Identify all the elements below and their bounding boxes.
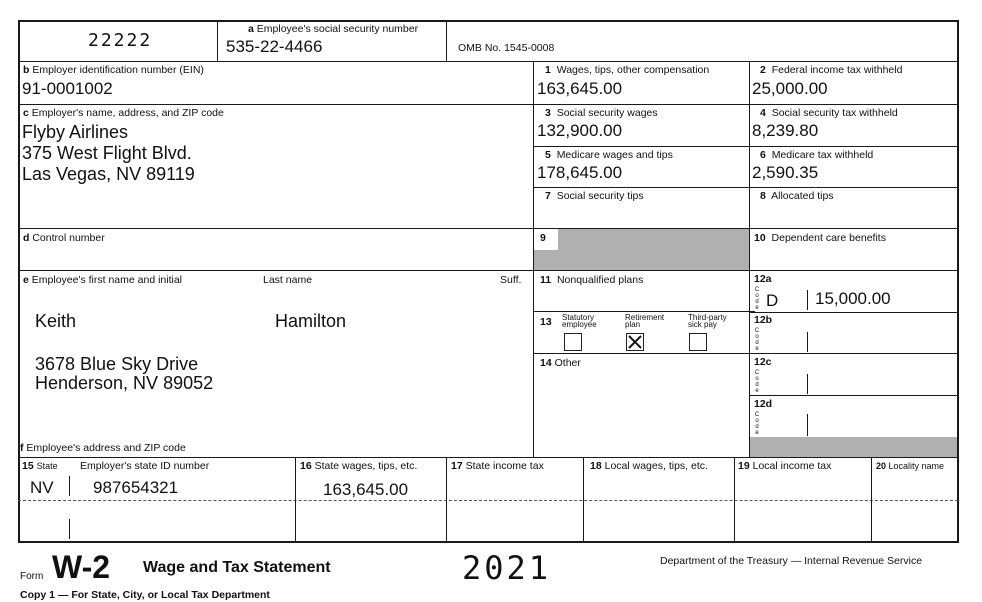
employer-street: 375 West Flight Blvd. xyxy=(22,143,192,163)
box9-shade xyxy=(558,229,749,270)
box12c-code-word: C o d e xyxy=(754,370,760,394)
code-divider xyxy=(807,332,808,352)
tax-year: 2021 xyxy=(462,549,552,587)
state-id-label: Employer's state ID number xyxy=(80,460,210,472)
box12d-shade xyxy=(750,437,957,457)
grid-line xyxy=(749,395,958,396)
retirement-checkbox[interactable] xyxy=(626,333,644,351)
dashed-line xyxy=(18,500,958,501)
box16-value: 163,645.00 xyxy=(323,480,409,499)
grid-line xyxy=(18,228,958,229)
employer-name: Flyby Airlines xyxy=(22,122,129,142)
box-f-label: f Employee's address and ZIP code xyxy=(20,442,186,454)
box3-label: 3 Social security wages xyxy=(545,107,658,119)
box12a-value: 15,000.00 xyxy=(815,289,891,308)
box-b-label: b Employer identification number (EIN) xyxy=(23,64,204,76)
box15-label: 15 State xyxy=(22,460,58,472)
form-border-bottom xyxy=(18,541,959,543)
state-divider xyxy=(69,519,70,539)
box12c-label: 12c xyxy=(754,356,772,368)
code-divider xyxy=(807,414,808,436)
box3-value: 132,900.00 xyxy=(537,121,623,140)
box13-label: 13 xyxy=(540,316,552,328)
box14-label: 14 Other xyxy=(540,357,581,369)
box9-label: 9 xyxy=(540,232,546,244)
grid-line xyxy=(295,457,296,542)
grid-line xyxy=(734,457,735,542)
box1-label: 1 Wages, tips, other compensation xyxy=(545,64,710,76)
box20-label: 20 Locality name xyxy=(876,461,945,471)
grid-line xyxy=(749,312,958,313)
grid-line xyxy=(533,311,755,312)
box-a-label: a Employee's social security number xyxy=(248,23,419,35)
state-value: NV xyxy=(30,478,54,497)
form-name: W-2 xyxy=(52,549,111,585)
retirement-label: Retirement plan xyxy=(625,313,665,329)
thirdparty-checkbox[interactable] xyxy=(689,333,707,351)
grid-line xyxy=(446,457,447,542)
box4-value: 8,239.80 xyxy=(752,121,819,140)
code-divider xyxy=(807,374,808,394)
check-x-icon xyxy=(627,334,643,350)
employee-first-name: Keith xyxy=(35,311,77,331)
form-border-top xyxy=(18,20,958,22)
employee-street: 3678 Blue Sky Drive xyxy=(35,354,199,374)
grid-line xyxy=(18,61,958,62)
box10-label: 10 Dependent care benefits xyxy=(754,232,886,244)
box16-label: 16 State wages, tips, etc. xyxy=(300,460,418,472)
thirdparty-label: Third-party sick pay xyxy=(688,313,727,329)
grid-line xyxy=(18,270,958,271)
grid-line xyxy=(749,353,958,354)
box5-label: 5 Medicare wages and tips xyxy=(545,149,673,161)
box6-value: 2,590.35 xyxy=(752,163,819,182)
box2-value: 25,000.00 xyxy=(752,79,828,98)
state-id-value: 987654321 xyxy=(93,478,179,497)
department: Department of the Treasury — Internal Revenue Service xyxy=(660,555,923,567)
employee-city: Henderson, NV 89052 xyxy=(35,373,214,393)
box12d-label: 12d xyxy=(754,398,773,410)
box4-label: 4 Social security tax withheld xyxy=(760,107,898,119)
copy-note: Copy 1 — For State, City, or Local Tax Department xyxy=(20,589,270,601)
box12a-code-word: C o d e xyxy=(754,287,760,311)
suffix-label: Suff. xyxy=(500,274,522,286)
box17-label: 17 State income tax xyxy=(451,460,544,472)
form-border-left xyxy=(18,20,20,542)
employee-last-name: Hamilton xyxy=(275,311,347,331)
code-divider xyxy=(807,290,808,310)
last-name-label: Last name xyxy=(263,274,313,286)
grid-line xyxy=(18,457,958,458)
box9-shade xyxy=(534,250,558,270)
grid-line xyxy=(749,61,750,458)
grid-line xyxy=(18,104,958,105)
form-word: Form xyxy=(20,571,44,582)
box1-value: 163,645.00 xyxy=(537,79,623,98)
control-code: 22222 xyxy=(88,30,153,51)
state-divider xyxy=(69,476,70,496)
box18-label: 18 Local wages, tips, etc. xyxy=(590,460,708,472)
grid-line xyxy=(583,457,584,542)
ssn-value: 535-22-4466 xyxy=(226,37,323,56)
box12a-label: 12a xyxy=(754,273,772,285)
grid-line xyxy=(217,21,218,61)
box-d-label: d Control number xyxy=(23,232,105,244)
grid-line xyxy=(533,353,755,354)
box7-label: 7 Social security tips xyxy=(545,190,644,202)
box12a-code: D xyxy=(766,291,779,310)
grid-line xyxy=(533,187,958,188)
box-e-label: e Employee's first name and initial xyxy=(23,274,183,286)
box11-label: 11 Nonqualified plans xyxy=(540,274,644,286)
grid-line xyxy=(871,457,872,542)
statutory-label: Statutory employee xyxy=(562,313,597,329)
omb-number: OMB No. 1545-0008 xyxy=(458,42,555,54)
grid-line xyxy=(533,146,958,147)
employer-city: Las Vegas, NV 89119 xyxy=(22,164,195,184)
form-title: Wage and Tax Statement xyxy=(143,559,331,576)
ein-value: 91-0001002 xyxy=(22,79,113,98)
box6-label: 6 Medicare tax withheld xyxy=(760,149,874,161)
box12b-code-word: C o d e xyxy=(754,328,760,352)
box5-value: 178,645.00 xyxy=(537,163,623,182)
box-c-label: c Employer's name, address, and ZIP code xyxy=(23,107,224,119)
box8-label: 8 Allocated tips xyxy=(760,190,834,202)
box2-label: 2 Federal income tax withheld xyxy=(760,64,903,76)
form-border-right xyxy=(957,20,959,542)
box12d-code-word: C o d e xyxy=(754,412,760,436)
box19-label: 19 Local income tax xyxy=(738,460,832,472)
grid-line xyxy=(446,21,447,61)
box12b-label: 12b xyxy=(754,314,773,326)
statutory-checkbox[interactable] xyxy=(564,333,582,351)
